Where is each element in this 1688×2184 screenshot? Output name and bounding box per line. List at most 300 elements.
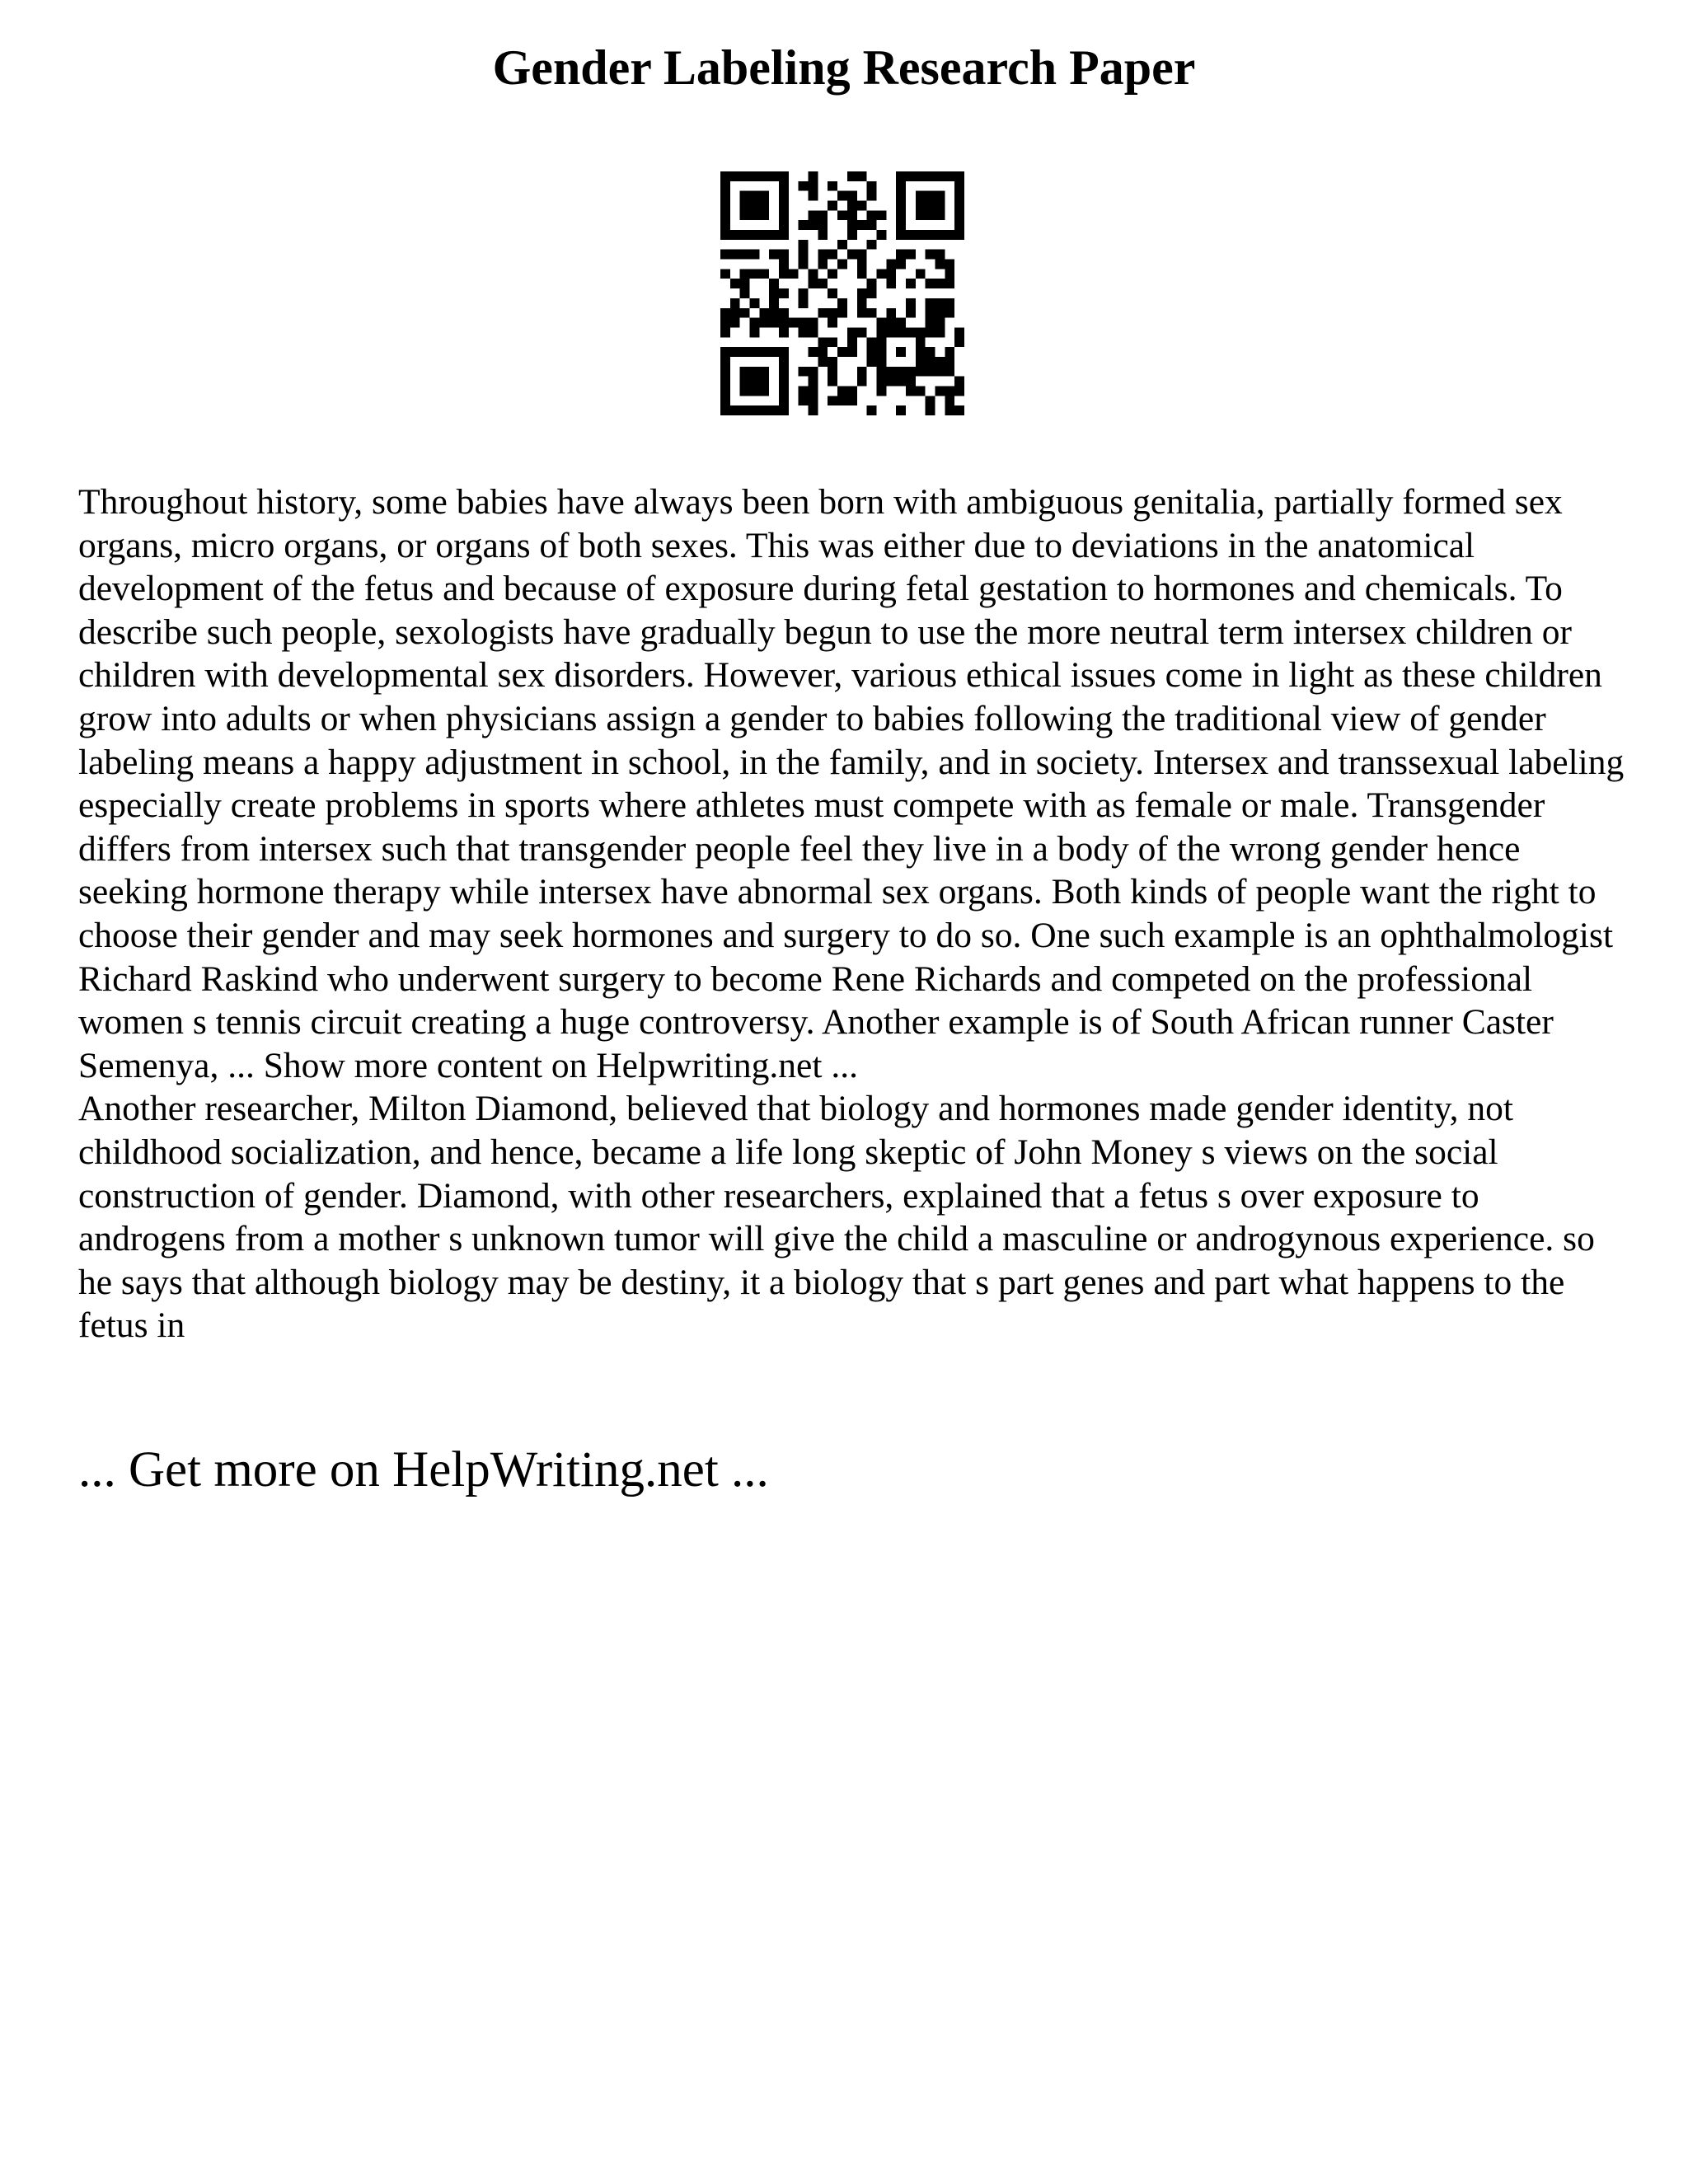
qr-module [916,269,926,279]
qr-module [954,181,964,191]
qr-module [750,250,760,260]
qr-module [740,347,750,357]
qr-module [799,181,809,191]
paragraph-2: Another researcher, Milton Diamond, believed that biology and hormones made gender identity, not childhood socialization, and hence, became a life long skeptic of John Money s views on the social construction of gender. Diamond, with other researchers, explained that a fetus s over exposure to androgens from a mother s unknown tumor will give the child a masculine or androgynous experience. so he says that although biology may be destiny, it a biology that s part genes and part what happens to the fetus in [78,1089,1595,1346]
qr-module [886,318,896,328]
qr-module [828,181,837,191]
qr-module [750,191,760,201]
qr-module [876,327,886,337]
qr-module [809,396,818,405]
qr-module [876,230,886,240]
qr-module [837,191,847,201]
qr-module [935,230,945,240]
qr-module [730,405,740,415]
qr-module [857,201,867,211]
qr-module [867,308,877,318]
qr-module [750,298,760,308]
qr-module [837,308,847,318]
qr-module [847,210,857,220]
qr-module [828,377,837,387]
qr-module [926,367,935,377]
qr-module [867,337,877,347]
qr-module [828,357,837,367]
qr-module [876,377,886,387]
qr-module [750,230,760,240]
qr-module [750,318,760,328]
qr-module [818,250,828,260]
qr-module [779,396,789,405]
qr-module [935,279,945,288]
qr-module [896,191,906,201]
qr-module [769,318,779,328]
qr-module [759,191,769,201]
qr-module [926,210,935,220]
qr-module [945,386,954,396]
qr-module [876,337,886,347]
qr-module [720,396,730,405]
qr-module [740,288,750,298]
qr-module [730,298,740,308]
qr-module [954,230,964,240]
qr-module [945,260,954,269]
qr-module [935,367,945,377]
qr-module [740,279,750,288]
qr-module [906,327,916,337]
qr-module [779,308,789,318]
qr-module [847,386,857,396]
qr-module [750,367,760,377]
qr-module [926,171,935,181]
qr-module [720,230,730,240]
qr-module [740,269,750,279]
qr-module [769,279,779,288]
qr-module [799,367,809,377]
qr-module [799,288,809,298]
qr-module [876,210,886,220]
qr-module [828,318,837,328]
qr-module [935,171,945,181]
qr-module [740,250,750,260]
qr-module [867,405,877,415]
qr-module [916,230,926,240]
qr-module [828,396,837,405]
qr-module [730,171,740,181]
qr-module [750,405,760,415]
qr-module [896,405,906,415]
qr-module [759,171,769,181]
qr-module [906,279,916,288]
qr-module [799,250,809,260]
qr-module [916,367,926,377]
qr-module [945,357,954,367]
qr-module [876,347,886,357]
qr-module [828,367,837,377]
qr-module [779,230,789,240]
qr-module [779,201,789,211]
qr-module [876,318,886,328]
qr-module [809,269,818,279]
qr-module [935,191,945,201]
qr-module [828,201,837,211]
qr-module [779,288,789,298]
qr-module [837,347,847,357]
qr-module [867,279,877,288]
qr-module [926,250,935,260]
qr-module [945,171,954,181]
qr-module [720,347,730,357]
qr-module [779,386,789,396]
qr-module [857,367,867,377]
qr-module [935,210,945,220]
qr-module [896,260,906,269]
qr-module [945,347,954,357]
qr-module [945,298,954,308]
qr-module [916,337,926,347]
qr-module [837,396,847,405]
qr-module [886,377,896,387]
qr-module [847,347,857,357]
qr-module [750,210,760,220]
qr-module [799,220,809,230]
qr-module [847,396,857,405]
qr-module [926,357,935,367]
qr-module [954,405,964,415]
qr-module [886,279,896,288]
qr-module [916,201,926,211]
qr-module [740,377,750,387]
qr-module [720,318,730,328]
qr-module [945,269,954,279]
qr-module [759,210,769,220]
qr-module [809,220,818,230]
qr-module [857,327,867,337]
qr-module [759,405,769,415]
qr-module [789,269,799,279]
qr-module [809,347,818,357]
qr-module [769,250,779,260]
qr-module [759,318,769,328]
qr-module [740,210,750,220]
qr-module [740,201,750,211]
qr-module [720,220,730,230]
qr-module [720,250,730,260]
qr-module [779,269,789,279]
qr-module [818,357,828,367]
qr-module [779,250,789,260]
qr-module [740,191,750,201]
qr-module [837,210,847,220]
qr-module [720,210,730,220]
qr-module [847,250,857,260]
qr-module [730,318,740,328]
qr-module [935,308,945,318]
qr-module [828,337,837,347]
qr-module [945,396,954,405]
qr-module [847,337,857,347]
qr-module [896,220,906,230]
qr-module [954,337,964,347]
qr-module [954,201,964,211]
qr-module [847,201,857,211]
qr-module [720,191,730,201]
qr-module [759,347,769,357]
qr-module [818,220,828,230]
qr-module [926,279,935,288]
qr-module [935,386,945,396]
qr-module [896,318,906,328]
qr-module [886,269,896,279]
qr-module [926,201,935,211]
qr-module [720,405,730,415]
qr-module [857,288,867,298]
qr-module [759,269,769,279]
qr-module [926,327,935,337]
qr-module [896,347,906,357]
qr-module [867,288,877,298]
qr-module [730,250,740,260]
qr-module [935,298,945,308]
qr-module [867,357,877,367]
qr-module [906,230,916,240]
qr-module [809,279,818,288]
qr-module [818,230,828,240]
qr-module [906,308,916,318]
qr-module [906,386,916,396]
qr-module [799,240,809,250]
qr-module [720,367,730,377]
qr-module [769,405,779,415]
qr-module [847,191,857,201]
qr-module [730,347,740,357]
qr-module [769,171,779,181]
qr-module [740,230,750,240]
qr-module [857,260,867,269]
qr-module [837,386,847,396]
qr-module [730,279,740,288]
qr-module [857,250,867,260]
qr-module [720,308,730,318]
qr-module [867,210,877,220]
qr-module [896,210,906,220]
page-title: Gender Labeling Research Paper [492,40,1196,95]
qr-module [906,298,916,308]
qr-module [896,327,906,337]
qr-module [935,357,945,367]
qr-module [779,210,789,220]
qr-module [779,220,789,230]
qr-module [926,347,935,357]
qr-module [886,327,896,337]
qr-module [837,260,847,269]
qr-module [935,260,945,269]
qr-module [809,191,818,201]
qr-module [837,298,847,308]
qr-module [876,357,886,367]
qr-module [828,250,837,260]
qr-module [720,269,730,279]
qr-code-icon [720,171,964,415]
qr-module [954,220,964,230]
get-more-link[interactable]: ... Get more on HelpWriting.net ... [78,1442,769,1497]
qr-module [906,377,916,387]
qr-module [945,279,954,288]
qr-module [828,269,837,279]
qr-module [945,230,954,240]
qr-module [769,288,779,298]
qr-module [740,367,750,377]
qr-module [779,367,789,377]
qr-module [818,347,828,357]
qr-module [896,377,906,387]
qr-module [809,327,818,337]
qr-module [886,308,896,318]
qr-module [779,191,789,201]
qr-module [818,279,828,288]
qr-module [847,220,857,230]
qr-module [750,327,760,337]
qr-module [876,367,886,377]
qr-module [730,308,740,318]
qr-module [809,318,818,328]
qr-module [769,347,779,357]
qr-module [954,327,964,337]
qr-module [779,405,789,415]
qr-module [740,386,750,396]
qr-module [896,181,906,191]
qr-module [720,171,730,181]
qr-module [876,386,886,396]
qr-module [926,308,935,318]
qr-module [818,260,828,269]
qr-module [769,308,779,318]
qr-module [867,181,877,191]
qr-module [906,171,916,181]
qr-module [954,171,964,181]
qr-module [809,377,818,387]
qr-module [926,230,935,240]
qr-module [720,181,730,191]
qr-module [945,308,954,318]
qr-module [916,357,926,367]
qr-module [779,318,789,328]
qr-module [789,318,799,328]
qr-module [828,288,837,298]
qr-module [837,240,847,250]
qr-module [847,327,857,337]
qr-module [720,201,730,211]
qr-module [779,181,789,191]
qr-module [857,171,867,181]
qr-module [935,201,945,211]
qr-module [857,220,867,230]
qr-module [916,210,926,220]
qr-module [799,318,809,328]
qr-module [828,308,837,318]
qr-module [886,367,896,377]
qr-module [759,386,769,396]
qr-module [857,308,867,318]
qr-module [916,327,926,337]
qr-module [740,171,750,181]
qr-module [750,347,760,357]
qr-module [750,269,760,279]
qr-module [809,181,818,191]
qr-module [720,327,730,337]
qr-module [779,357,789,367]
qr-module [779,327,789,337]
qr-module [740,405,750,415]
qr-module [809,405,818,415]
qr-module [809,210,818,220]
qr-module [818,337,828,347]
qr-module [935,327,945,337]
qr-module [847,171,857,181]
qr-module [926,191,935,201]
qr-module [759,230,769,240]
qr-module [818,210,828,220]
qr-module [896,250,906,260]
qr-module [750,377,760,387]
qr-module [926,298,935,308]
qr-module [779,377,789,387]
qr-module [954,377,964,387]
qr-module [730,230,740,240]
qr-module [759,201,769,211]
qr-module [954,386,964,396]
qr-module [935,318,945,328]
qr-module [926,396,935,405]
qr-module [759,367,769,377]
qr-module [720,386,730,396]
qr-module [945,367,954,377]
qr-module [809,171,818,181]
qr-module [896,201,906,211]
qr-module [896,230,906,240]
article-body [78,480,1628,1347]
qr-module [847,230,857,240]
qr-module [799,327,809,337]
qr-module [720,357,730,367]
paragraph-1: Throughout history, some babies have always been born with ambiguous genitalia, partially formed sex organs, micro organs, or organs of both sexes. This was either due to deviations in the anatomical development of the fetus and because of exposure during fetal gestation to hormones and chemicals. To describe such people, sexologists have gradually begun to use the more neutral term intersex children or children with developmental sex disorders. However, various ethical issues come in light as these children grow into adults or when physicians assign a gender to babies following the traditional view of gender labeling means a happy adjustment in school, in the family, and in society. Intersex and transsexual labeling especially create problems in sports where athletes must compete with as female or male. Transgender differs from intersex such that transgender people feel they live in a body of the wrong gender hence seeking hormone therapy while intersex have abnormal sex organs. Both kinds of people want the right to choose their gender and may seek hormones and surgery to do so. One such example is an ophthalmologist Richard Raskind who underwent surgery to become Rene Richards and competed on the professional women s tennis circuit creating a huge controversy. Another example is of South African runner Caster Semenya, ... Show more content on Helpwriting.net ... [78,482,1625,1085]
qr-module [896,171,906,181]
qr-module [779,260,789,269]
qr-module [857,269,867,279]
qr-module [867,347,877,357]
qr-module [779,347,789,357]
qr-module [867,220,877,230]
qr-module [945,405,954,415]
qr-module [750,386,760,396]
qr-module [818,308,828,318]
qr-module [799,396,809,405]
qr-module [916,386,926,396]
qr-module [954,191,964,201]
qr-module [769,298,779,308]
qr-module [954,210,964,220]
qr-module [857,377,867,387]
qr-module [935,250,945,260]
qr-module [750,171,760,181]
qr-module [720,377,730,387]
qr-module [799,260,809,269]
qr-module [857,298,867,308]
qr-module [759,308,769,318]
qr-module [926,405,935,415]
qr-module [809,386,818,396]
qr-module [740,308,750,318]
qr-module [916,171,926,181]
qr-module [916,191,926,201]
